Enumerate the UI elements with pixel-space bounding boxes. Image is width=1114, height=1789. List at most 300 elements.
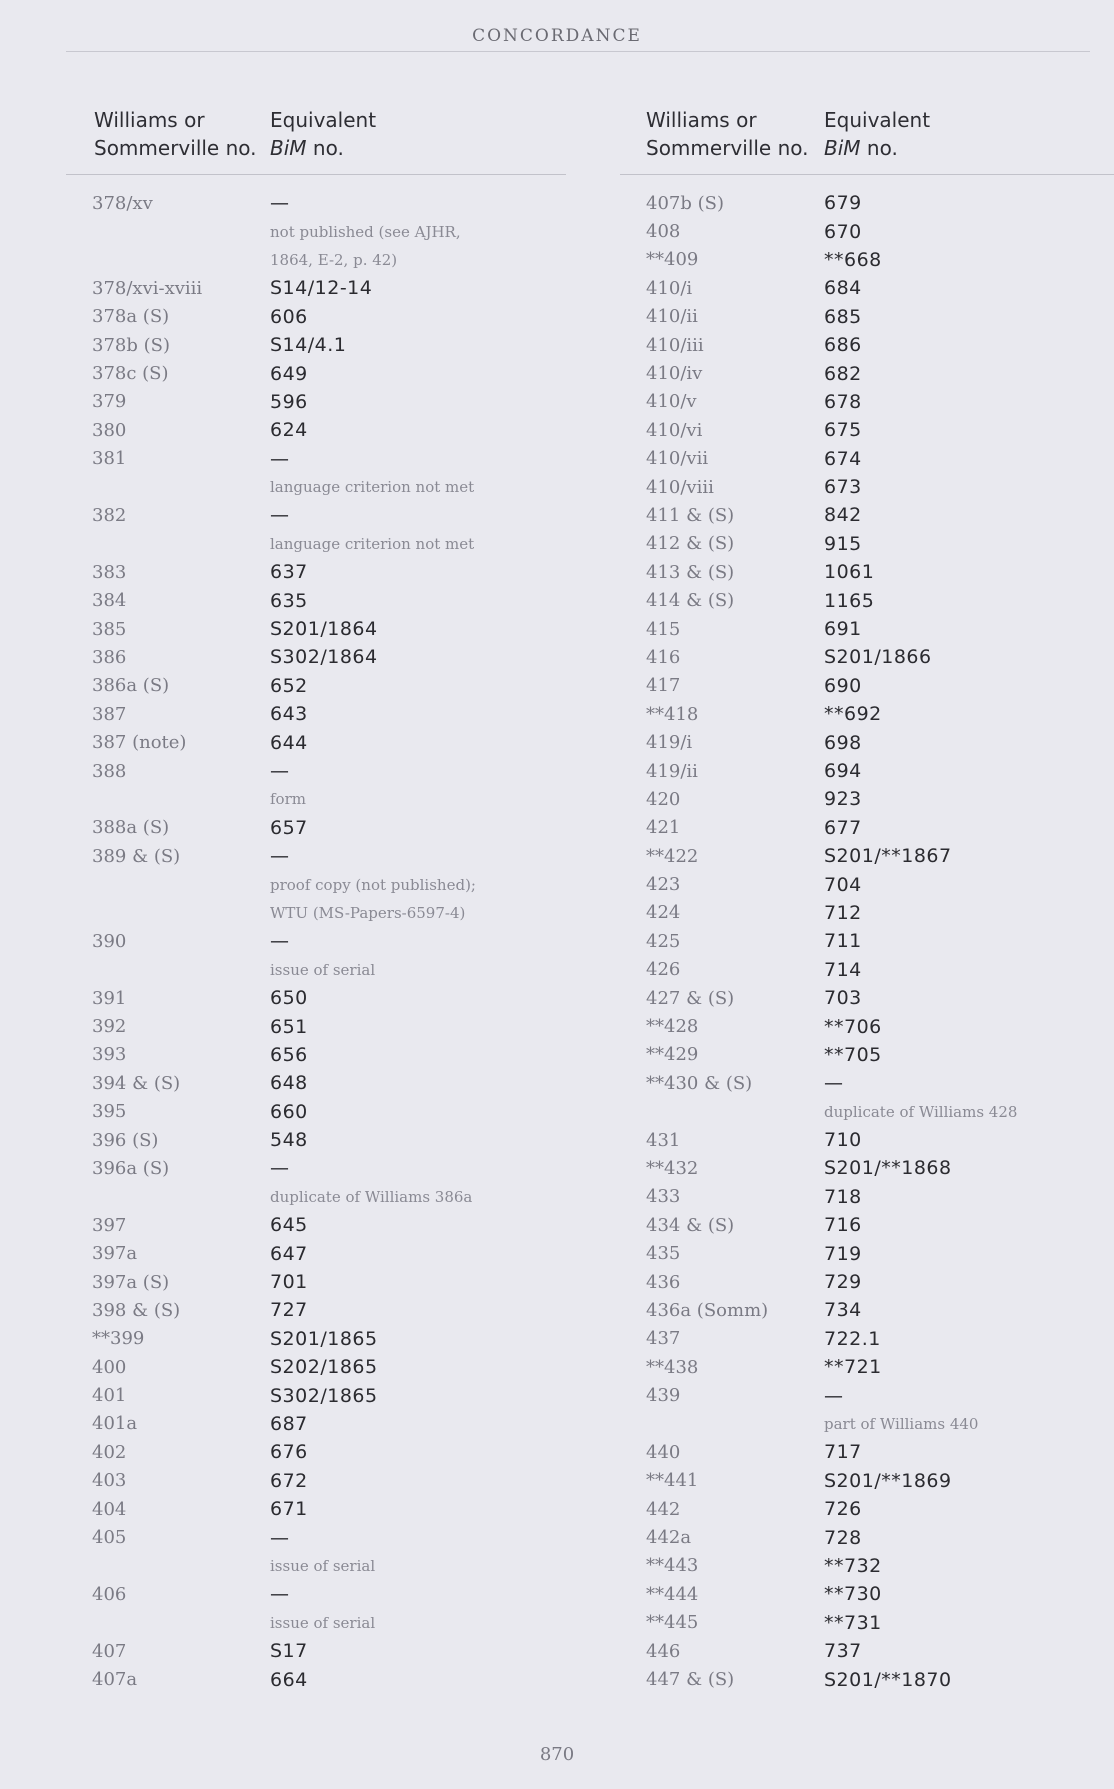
bim-number-cell: S201/1866 bbox=[824, 646, 932, 669]
bim-number-cell: **692 bbox=[824, 703, 882, 726]
bim-number-cell: S201/1865 bbox=[270, 1327, 378, 1350]
bim-number-cell: 682 bbox=[824, 362, 862, 385]
table-row bbox=[620, 1609, 1114, 1637]
table-row bbox=[620, 1211, 1114, 1239]
bim-number-cell: 637 bbox=[270, 561, 308, 584]
table-row bbox=[66, 1239, 566, 1267]
table-row bbox=[66, 1381, 566, 1409]
bim-number-cell: 676 bbox=[270, 1441, 308, 1464]
table-row bbox=[620, 672, 1114, 700]
williams-number-cell: 406 bbox=[92, 1583, 127, 1605]
williams-number-cell: 397 bbox=[92, 1214, 127, 1236]
table-row-note bbox=[66, 1183, 566, 1211]
williams-number-cell: 401a bbox=[92, 1413, 138, 1435]
table-row bbox=[66, 615, 566, 643]
table-row bbox=[66, 1353, 566, 1381]
table-row bbox=[620, 1580, 1114, 1608]
table-row-note bbox=[66, 785, 566, 813]
table-row bbox=[620, 331, 1114, 359]
williams-number-cell: 436 bbox=[646, 1271, 681, 1293]
left-table-body bbox=[66, 189, 566, 1694]
williams-number-cell: **399 bbox=[92, 1328, 145, 1350]
table-row bbox=[66, 984, 566, 1012]
bim-number-cell: — bbox=[270, 447, 290, 470]
williams-number-cell: 378a (S) bbox=[92, 306, 170, 328]
table-row bbox=[66, 303, 566, 331]
williams-number-cell: 388a (S) bbox=[92, 817, 170, 839]
bim-number-cell: 635 bbox=[270, 589, 308, 612]
table-row-note bbox=[66, 246, 566, 274]
bim-number-cell: 657 bbox=[270, 816, 308, 839]
table-row bbox=[620, 1637, 1114, 1665]
bim-number-cell: — bbox=[270, 845, 290, 868]
bim-number-cell: 716 bbox=[824, 1214, 862, 1237]
table-row bbox=[620, 643, 1114, 671]
williams-number-cell: 396 (S) bbox=[92, 1129, 159, 1151]
table-row bbox=[66, 1069, 566, 1097]
table-row bbox=[620, 1438, 1114, 1466]
williams-number-cell: 394 & (S) bbox=[92, 1072, 181, 1094]
bim-number-cell: **730 bbox=[824, 1583, 882, 1606]
table-row bbox=[620, 842, 1114, 870]
table-row bbox=[66, 388, 566, 416]
bim-number-cell: **732 bbox=[824, 1554, 882, 1577]
bim-number-cell: 717 bbox=[824, 1441, 862, 1464]
bim-number-cell: 624 bbox=[270, 419, 308, 442]
table-row bbox=[620, 473, 1114, 501]
table-row bbox=[66, 359, 566, 387]
bim-number-cell: 675 bbox=[824, 419, 862, 442]
table-row bbox=[620, 899, 1114, 927]
bim-number-cell: **668 bbox=[824, 248, 882, 271]
williams-number-cell: 378/xv bbox=[92, 192, 153, 214]
williams-number-cell: **438 bbox=[646, 1356, 699, 1378]
table-row bbox=[620, 274, 1114, 302]
bim-number-cell: **706 bbox=[824, 1015, 882, 1038]
williams-number-cell: 435 bbox=[646, 1243, 681, 1265]
bim-number-cell: S201/**1868 bbox=[824, 1157, 952, 1180]
williams-number-cell: 426 bbox=[646, 959, 681, 981]
table-row-note bbox=[66, 473, 566, 501]
bim-number-cell: 734 bbox=[824, 1299, 862, 1322]
note-cell: issue of serial bbox=[270, 1556, 376, 1575]
williams-number-cell: 391 bbox=[92, 987, 127, 1009]
williams-number-cell: **430 & (S) bbox=[646, 1072, 753, 1094]
bim-number-cell: 726 bbox=[824, 1498, 862, 1521]
bim-number-cell: 722.1 bbox=[824, 1327, 881, 1350]
williams-number-cell: 442 bbox=[646, 1498, 681, 1520]
note-cell: issue of serial bbox=[270, 1613, 376, 1632]
table-row bbox=[620, 1467, 1114, 1495]
table-row bbox=[66, 1126, 566, 1154]
page-header-title: CONCORDANCE bbox=[472, 26, 642, 46]
table-row bbox=[66, 416, 566, 444]
bim-number-cell: — bbox=[270, 1526, 290, 1549]
table-row bbox=[620, 700, 1114, 728]
williams-number-cell: 396a (S) bbox=[92, 1157, 170, 1179]
header-rule bbox=[66, 51, 1090, 52]
williams-number-cell: **418 bbox=[646, 703, 699, 725]
bim-number-cell: — bbox=[824, 1384, 844, 1407]
bim-number-cell: 645 bbox=[270, 1214, 308, 1237]
bim-number-cell: 670 bbox=[824, 220, 862, 243]
bim-number-cell: S201/**1869 bbox=[824, 1469, 952, 1492]
note-cell: WTU (MS-Papers-6597-4) bbox=[270, 903, 466, 922]
table-row bbox=[620, 1012, 1114, 1040]
table-row bbox=[66, 1296, 566, 1324]
williams-number-cell: 400 bbox=[92, 1356, 127, 1378]
williams-number-cell: 421 bbox=[646, 817, 681, 839]
table-row bbox=[620, 1353, 1114, 1381]
table-row bbox=[620, 757, 1114, 785]
bim-number-cell: 842 bbox=[824, 504, 862, 527]
table-row bbox=[620, 870, 1114, 898]
table-row bbox=[66, 927, 566, 955]
table-row bbox=[620, 530, 1114, 558]
bim-number-cell: S17 bbox=[270, 1640, 308, 1663]
table-row bbox=[66, 1325, 566, 1353]
table-row bbox=[620, 558, 1114, 586]
table-row bbox=[66, 1523, 566, 1551]
williams-number-cell: 442a bbox=[646, 1527, 692, 1549]
williams-number-cell: 403 bbox=[92, 1470, 127, 1492]
table-row bbox=[66, 586, 566, 614]
williams-number-cell: 408 bbox=[646, 221, 681, 243]
bim-number-cell: S302/1865 bbox=[270, 1384, 378, 1407]
table-row bbox=[66, 331, 566, 359]
table-row bbox=[66, 1637, 566, 1665]
williams-number-cell: 397a (S) bbox=[92, 1271, 170, 1293]
bim-number-cell: — bbox=[270, 1157, 290, 1180]
bim-number-cell: 671 bbox=[270, 1498, 308, 1521]
bim-number-cell: S201/1864 bbox=[270, 618, 378, 641]
bim-number-cell: 606 bbox=[270, 305, 308, 328]
williams-number-cell: 413 & (S) bbox=[646, 561, 735, 583]
williams-number-cell: 447 & (S) bbox=[646, 1669, 735, 1690]
williams-number-cell: **444 bbox=[646, 1583, 699, 1605]
bim-number-cell: 727 bbox=[270, 1299, 308, 1322]
table-row bbox=[66, 558, 566, 586]
table-row bbox=[66, 700, 566, 728]
williams-number-cell: 395 bbox=[92, 1101, 127, 1123]
williams-number-cell: 397a bbox=[92, 1243, 138, 1265]
bim-number-cell: — bbox=[824, 1072, 844, 1095]
williams-number-cell: 436a (Somm) bbox=[646, 1299, 769, 1321]
table-row bbox=[620, 1239, 1114, 1267]
table-row bbox=[620, 246, 1114, 274]
table-row-note bbox=[620, 1098, 1114, 1126]
bim-number-cell: — bbox=[270, 504, 290, 527]
table-row-note bbox=[66, 899, 566, 927]
table-row-note bbox=[66, 217, 566, 245]
williams-number-cell: **441 bbox=[646, 1470, 699, 1492]
williams-number-cell: 439 bbox=[646, 1385, 681, 1407]
williams-number-cell: 410/v bbox=[646, 391, 697, 413]
table-row bbox=[66, 1665, 566, 1693]
williams-sommerville-header: Williams or Sommerville no. bbox=[94, 108, 257, 160]
williams-number-cell: 387 (note) bbox=[92, 732, 187, 754]
bim-number-cell: 701 bbox=[270, 1271, 308, 1294]
williams-number-cell: **422 bbox=[646, 845, 699, 867]
bim-number-cell: 923 bbox=[824, 788, 862, 811]
bim-number-cell: 648 bbox=[270, 1072, 308, 1095]
table-row bbox=[620, 984, 1114, 1012]
table-row bbox=[620, 1523, 1114, 1551]
bim-number-cell: 678 bbox=[824, 390, 862, 413]
table-row bbox=[620, 728, 1114, 756]
williams-number-cell: 380 bbox=[92, 419, 127, 441]
williams-number-cell: 423 bbox=[646, 874, 681, 896]
williams-number-cell: 431 bbox=[646, 1129, 681, 1151]
table-row bbox=[620, 1381, 1114, 1409]
bim-number-cell: 1165 bbox=[824, 589, 875, 612]
williams-number-cell: **429 bbox=[646, 1044, 699, 1066]
bim-number-cell: — bbox=[270, 760, 290, 782]
bim-number-cell: **721 bbox=[824, 1356, 882, 1379]
williams-number-cell: 404 bbox=[92, 1498, 127, 1520]
table-row bbox=[620, 189, 1114, 217]
williams-number-cell: 407b (S) bbox=[646, 192, 724, 214]
bim-number-cell: 673 bbox=[824, 476, 862, 499]
williams-number-cell: 393 bbox=[92, 1044, 127, 1066]
bim-number-cell: S202/1865 bbox=[270, 1356, 378, 1379]
bim-number-cell: 596 bbox=[270, 390, 308, 413]
note-cell: proof copy (not published); bbox=[270, 875, 476, 894]
table-row bbox=[66, 501, 566, 529]
table-row bbox=[66, 1410, 566, 1438]
table-row bbox=[620, 1069, 1114, 1097]
note-cell: not published (see AJHR, bbox=[270, 222, 461, 241]
williams-number-cell: 440 bbox=[646, 1441, 681, 1463]
bim-number-cell: 677 bbox=[824, 816, 862, 839]
bim-number-cell: 674 bbox=[824, 447, 862, 470]
williams-number-cell: 410/i bbox=[646, 277, 693, 299]
williams-number-cell: 378/xvi-xviii bbox=[92, 277, 203, 299]
table-row bbox=[620, 501, 1114, 529]
table-row bbox=[66, 672, 566, 700]
table-row bbox=[620, 785, 1114, 813]
bim-number-cell: 664 bbox=[270, 1668, 308, 1691]
table-row bbox=[620, 1665, 1114, 1693]
table-row bbox=[66, 1211, 566, 1239]
williams-number-cell: 398 & (S) bbox=[92, 1299, 181, 1321]
page-number: 870 bbox=[539, 1744, 575, 1765]
williams-number-cell: 378b (S) bbox=[92, 334, 170, 356]
williams-number-cell: 402 bbox=[92, 1441, 127, 1463]
williams-number-cell: 388 bbox=[92, 760, 127, 782]
bim-number-cell: S302/1864 bbox=[270, 646, 378, 669]
bim-number-cell: — bbox=[270, 930, 290, 953]
equivalent-bim-header: Equivalent BiM no. bbox=[270, 108, 377, 160]
bim-number-cell: 684 bbox=[824, 277, 862, 300]
bim-number-cell: 712 bbox=[824, 901, 862, 924]
williams-number-cell: 407a bbox=[92, 1669, 138, 1690]
williams-number-cell: **432 bbox=[646, 1157, 699, 1179]
table-row bbox=[66, 757, 566, 785]
williams-number-cell: 419/i bbox=[646, 732, 693, 754]
table-row bbox=[620, 1495, 1114, 1523]
bim-number-cell: 660 bbox=[270, 1100, 308, 1123]
williams-number-cell: 410/ii bbox=[646, 306, 698, 328]
bim-number-cell: 694 bbox=[824, 760, 862, 782]
williams-number-cell: **445 bbox=[646, 1612, 699, 1634]
note-cell: form bbox=[270, 790, 306, 809]
table-row bbox=[66, 1098, 566, 1126]
bim-number-cell: 685 bbox=[824, 305, 862, 328]
table-row bbox=[620, 359, 1114, 387]
bim-number-cell: **705 bbox=[824, 1043, 882, 1066]
table-row-note bbox=[66, 870, 566, 898]
williams-number-cell: 416 bbox=[646, 646, 681, 668]
table-row-note bbox=[66, 530, 566, 558]
williams-number-cell: 419/ii bbox=[646, 760, 698, 782]
bim-number-cell: S201/**1867 bbox=[824, 845, 952, 868]
bim-number-cell: 643 bbox=[270, 703, 308, 726]
left-column-header bbox=[66, 106, 566, 174]
williams-number-cell: 411 & (S) bbox=[646, 504, 735, 526]
williams-number-cell: 407 bbox=[92, 1640, 127, 1662]
williams-number-cell: 433 bbox=[646, 1186, 681, 1208]
bim-number-cell: 711 bbox=[824, 930, 862, 953]
note-cell: part of Williams 440 bbox=[824, 1414, 979, 1433]
bim-number-cell: **731 bbox=[824, 1611, 882, 1634]
note-cell: 1864, E-2, p. 42) bbox=[270, 250, 398, 269]
table-row bbox=[620, 927, 1114, 955]
williams-number-cell: 405 bbox=[92, 1527, 127, 1549]
williams-number-cell: 425 bbox=[646, 930, 681, 952]
note-cell: language criterion not met bbox=[270, 478, 475, 497]
bim-number-cell: 728 bbox=[824, 1526, 862, 1549]
bim-number-cell: 647 bbox=[270, 1242, 308, 1265]
right-table-body bbox=[620, 189, 1114, 1694]
bim-number-cell: 679 bbox=[824, 192, 862, 215]
note-cell: issue of serial bbox=[270, 960, 376, 979]
table-row bbox=[620, 1183, 1114, 1211]
williams-number-cell: 378c (S) bbox=[92, 363, 169, 385]
bim-number-cell: 703 bbox=[824, 987, 862, 1010]
williams-number-cell: 437 bbox=[646, 1328, 681, 1350]
table-row bbox=[66, 1268, 566, 1296]
williams-number-cell: 412 & (S) bbox=[646, 533, 735, 555]
table-row bbox=[66, 1495, 566, 1523]
williams-number-cell: 379 bbox=[92, 391, 127, 413]
bim-number-cell: 548 bbox=[270, 1129, 308, 1152]
bim-number-cell: 704 bbox=[824, 873, 862, 896]
left-column bbox=[66, 106, 566, 1694]
table-row bbox=[66, 1467, 566, 1495]
table-row bbox=[66, 1041, 566, 1069]
bim-number-cell: 690 bbox=[824, 674, 862, 697]
table-row bbox=[620, 217, 1114, 245]
williams-number-cell: 386a (S) bbox=[92, 675, 170, 697]
table-row bbox=[66, 1438, 566, 1466]
table-row bbox=[620, 388, 1114, 416]
table-row bbox=[620, 615, 1114, 643]
table-row bbox=[66, 189, 566, 217]
right-column-rule bbox=[620, 174, 1114, 175]
table-row-note bbox=[66, 1609, 566, 1637]
bim-number-cell: 649 bbox=[270, 362, 308, 385]
williams-number-cell: 410/iv bbox=[646, 363, 703, 385]
bim-number-cell: 719 bbox=[824, 1242, 862, 1265]
table-row bbox=[66, 1154, 566, 1182]
bim-number-cell: 650 bbox=[270, 987, 308, 1010]
bim-number-cell: 714 bbox=[824, 958, 862, 981]
williams-number-cell: 392 bbox=[92, 1016, 127, 1038]
table-row bbox=[620, 1296, 1114, 1324]
williams-number-cell: 417 bbox=[646, 675, 681, 697]
table-row bbox=[620, 1268, 1114, 1296]
bim-number-cell: 644 bbox=[270, 731, 308, 754]
bim-number-cell: 1061 bbox=[824, 561, 875, 584]
bim-number-cell: 915 bbox=[824, 532, 862, 555]
williams-number-cell: **428 bbox=[646, 1016, 699, 1038]
table-row bbox=[620, 416, 1114, 444]
table-row-note bbox=[66, 956, 566, 984]
table-row bbox=[66, 814, 566, 842]
bim-number-cell: 691 bbox=[824, 618, 862, 641]
bim-number-cell: 652 bbox=[270, 674, 308, 697]
bim-number-cell: 729 bbox=[824, 1271, 862, 1294]
table-row-note bbox=[66, 1552, 566, 1580]
table-row bbox=[620, 814, 1114, 842]
williams-number-cell: 381 bbox=[92, 448, 127, 470]
bim-number-cell: — bbox=[270, 192, 290, 215]
bim-number-cell: S14/4.1 bbox=[270, 334, 347, 357]
table-row bbox=[66, 1580, 566, 1608]
table-row bbox=[620, 445, 1114, 473]
bim-number-cell: 698 bbox=[824, 731, 862, 754]
williams-number-cell: 427 & (S) bbox=[646, 987, 735, 1009]
williams-number-cell: 390 bbox=[92, 930, 127, 952]
table-row bbox=[620, 956, 1114, 984]
table-row bbox=[620, 1325, 1114, 1353]
williams-number-cell: 410/vii bbox=[646, 448, 709, 470]
bim-number-cell: 686 bbox=[824, 334, 862, 357]
table-row bbox=[66, 643, 566, 671]
bim-number-cell: 656 bbox=[270, 1043, 308, 1066]
table-row bbox=[620, 1154, 1114, 1182]
williams-number-cell: 424 bbox=[646, 902, 681, 924]
bim-number-cell: 737 bbox=[824, 1640, 862, 1663]
williams-number-cell: 410/iii bbox=[646, 334, 704, 356]
equivalent-bim-header: Equivalent BiM no. bbox=[824, 108, 931, 160]
note-cell: duplicate of Williams 428 bbox=[824, 1102, 1018, 1121]
note-cell: language criterion not met bbox=[270, 534, 475, 553]
bim-number-cell: S201/**1870 bbox=[824, 1668, 952, 1691]
williams-number-cell: 389 & (S) bbox=[92, 845, 181, 867]
williams-number-cell: 434 & (S) bbox=[646, 1214, 735, 1236]
williams-number-cell: 384 bbox=[92, 590, 127, 612]
williams-number-cell: 415 bbox=[646, 618, 681, 640]
table-row bbox=[620, 1041, 1114, 1069]
bim-number-cell: — bbox=[270, 1583, 290, 1606]
bim-number-cell: 718 bbox=[824, 1185, 862, 1208]
williams-number-cell: **443 bbox=[646, 1555, 699, 1577]
williams-number-cell: 410/viii bbox=[646, 476, 714, 498]
bim-number-cell: 672 bbox=[270, 1469, 308, 1492]
table-row bbox=[66, 1012, 566, 1040]
williams-number-cell: 414 & (S) bbox=[646, 590, 735, 612]
williams-number-cell: 386 bbox=[92, 646, 127, 668]
bim-number-cell: S14/12-14 bbox=[270, 277, 373, 300]
williams-number-cell: 410/vi bbox=[646, 419, 703, 441]
table-row bbox=[620, 1552, 1114, 1580]
table-row bbox=[620, 303, 1114, 331]
bim-number-cell: 687 bbox=[270, 1412, 308, 1435]
table-row bbox=[66, 842, 566, 870]
williams-number-cell: 401 bbox=[92, 1385, 127, 1407]
